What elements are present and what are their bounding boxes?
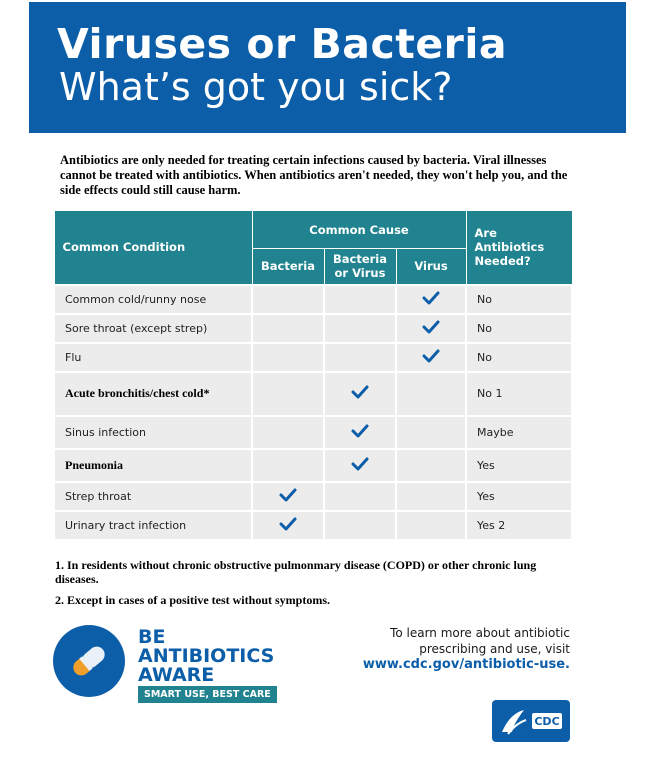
- footnote-1: 1. In residents without chronic obstructive pulmonmary disease (COPD) or other chronic lung diseases.: [55, 558, 537, 586]
- table-row-condition: Strep throat: [54, 482, 252, 511]
- header-bacteria: Bacteria: [252, 249, 324, 285]
- table-row-needed: No: [466, 314, 572, 343]
- table-row-needed: No 1: [466, 372, 572, 416]
- table-row-condition: Flu: [54, 343, 252, 372]
- table-row-needed: No: [466, 343, 572, 372]
- checkmark-icon: [351, 424, 369, 438]
- table-row-condition: Urinary tract infection: [54, 511, 252, 540]
- table-row-condition: Acute bronchitis/chest cold*: [54, 372, 252, 416]
- checkmark-icon: [351, 457, 369, 471]
- be-antibiotics-aware-logo: BE ANTIBIOTICS AWARE: [138, 626, 275, 686]
- cdc-label: CDC: [534, 715, 560, 728]
- header-condition: Common Condition: [54, 211, 252, 285]
- table-row-condition: Common cold/runny nose: [54, 285, 252, 314]
- hhs-eagle-icon: [492, 700, 570, 742]
- capsule-icon: [53, 625, 125, 697]
- cdc-link[interactable]: www.cdc.gov/antibiotic-use.: [362, 657, 570, 672]
- checkmark-icon: [422, 291, 440, 305]
- header-needed: Are Antibiotics Needed?: [466, 211, 572, 285]
- header-either: Bacteria or Virus: [324, 249, 396, 285]
- conditions-table: [53, 210, 573, 541]
- header-banner: [29, 2, 626, 133]
- footnote-2: 2. Except in cases of a positive test without symptoms.: [55, 593, 330, 607]
- checkmark-icon: [351, 385, 369, 399]
- header-virus: Virus: [396, 249, 466, 285]
- table-row-condition: Pneumonia: [54, 449, 252, 482]
- table-row-condition: Sinus infection: [54, 416, 252, 449]
- checkmark-icon: [422, 349, 440, 363]
- header-cause: Common Cause: [252, 211, 466, 249]
- checkmark-icon: [279, 517, 297, 531]
- checkmark-icon: [422, 320, 440, 334]
- table-row-needed: Yes: [466, 449, 572, 482]
- table-row-needed: No: [466, 285, 572, 314]
- intro-text: Antibiotics are only needed for treating certain infections caused by bacteria. Viral illnesses cannot be treated with antibiotics. When antibiotics aren't needed, they won't help you, and the side effects could still cause harm.: [60, 153, 568, 197]
- table-row-needed: Yes 2: [466, 511, 572, 540]
- title-line1: Viruses or Bacteria: [57, 20, 508, 68]
- tagline-badge: SMART USE, BEST CARE: [138, 686, 277, 703]
- table-row-condition: Sore throat (except strep): [54, 314, 252, 343]
- learn-more-text: To learn more about antibiotic prescribing and use, visit www.cdc.gov/antibiotic-use.: [362, 626, 570, 672]
- table-row-needed: Yes: [466, 482, 572, 511]
- title-line2: What’s got you sick?: [59, 65, 453, 109]
- checkmark-icon: [279, 488, 297, 502]
- table-row-needed: Maybe: [466, 416, 572, 449]
